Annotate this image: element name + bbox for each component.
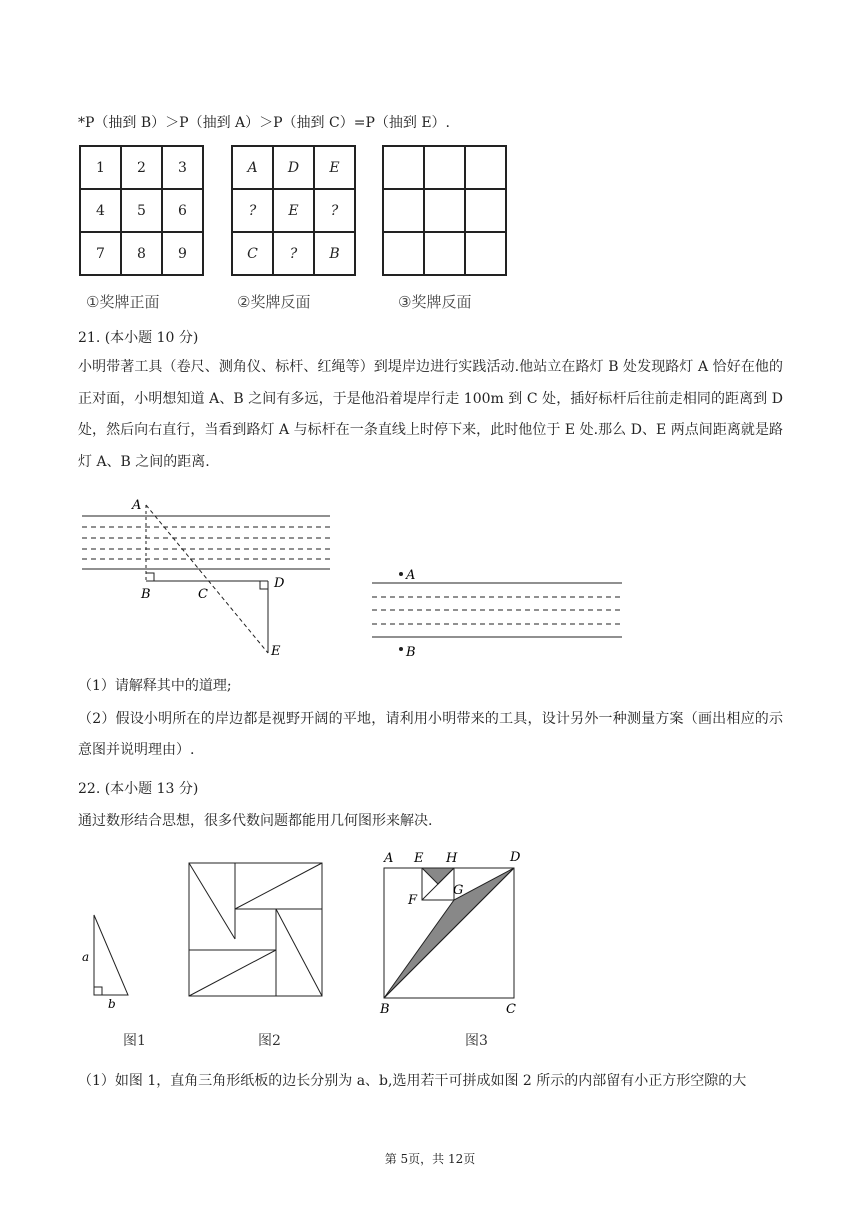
grid-cell: 5 [121,189,162,232]
right-triangle-figure [78,910,138,1010]
grid-cell: E [273,189,314,232]
fig3-label-D: D [510,850,521,865]
grid-cell [383,189,424,232]
grid-cell [424,146,465,189]
page-footer: 第 5页，共 12页 [384,1152,476,1166]
q22-heading: 22. (本小题 13 分) [78,781,199,797]
q22-intro: 通过数形结合思想，很多代数问题都能用几何图形来解决. [78,813,433,829]
pinwheel-square-figure [188,862,324,998]
grid-cell: B [314,232,355,275]
medal-back-grid [231,145,356,276]
fig2-caption: 图2 [258,1033,281,1049]
grid-cell [465,189,506,232]
label-E: E [271,644,281,659]
grid-cell: ? [314,189,355,232]
probability-line: *P（抽到 B）＞P（抽到 A）＞P（抽到 C）=P（抽到 E）. [78,115,450,131]
fig3-label-A: A [384,851,394,866]
q21-heading: 21. (本小题 10 分) [78,330,199,346]
fig1-caption: 图1 [123,1033,146,1049]
label-B: B [141,587,151,602]
grid-cell [424,189,465,232]
shaded-square-figure [376,848,526,1018]
side-a-label: a [82,950,90,964]
fig3-label-H: H [446,851,458,866]
lamp-B-label: B [406,645,416,660]
grid-cell [383,232,424,275]
medal-back-blank-grid [382,145,507,276]
label-D: D [274,576,285,591]
fig3-label-E: E [414,851,424,866]
grid-cell: C [232,232,273,275]
medal-front-grid [79,145,204,276]
river-lamps-figure [370,562,630,662]
grid-cell: 9 [162,232,203,275]
fig3-label-F: F [408,893,418,908]
grid-cell: 7 [80,232,121,275]
river-measure-figure [78,495,348,665]
grid-cell: A [232,146,273,189]
grid-cell: ? [273,232,314,275]
grid-caption-2: ②奖牌反面 [237,293,311,311]
grid-caption-1: ①奖牌正面 [86,293,160,311]
grid-cell [465,232,506,275]
label-C: C [198,587,208,602]
lamp-A-label: A [406,568,416,583]
fig3-label-G: G [453,883,464,898]
grid-cell: 3 [162,146,203,189]
grid-cell [465,146,506,189]
grid-cell: 4 [80,189,121,232]
q21-text: 小明带著工具（卷尺、测角仪、标杆、红绳等）到堤岸边进行实践活动.他站立在路灯 B 处发现路灯 A 恰好在他的正对面，小明想知道 A、B 之间有多远，于是他沿着堤岸行走 100m 到 C 处，插好标杆后往前走相同的距离到 D 处，然后向右直行，当看到路灯 A 与标杆在一条直线上时停下来，此时他位于 E 处.那么 D、E 两点间距离就是路灯 A、B 之间的距离. [78,359,783,470]
grid-cell: 6 [162,189,203,232]
fig3-label-C: C [506,1002,516,1017]
fig3-caption: 图3 [465,1033,488,1049]
q21-part1: （1）请解释其中的道理; [78,678,232,694]
grid-caption-3: ③奖牌反面 [398,293,472,311]
grid-cell: 1 [80,146,121,189]
label-A: A [132,498,142,513]
grid-cell: 2 [121,146,162,189]
side-b-label: b [108,997,116,1010]
grid-cell [424,232,465,275]
grid-cell [383,146,424,189]
grid-cell: D [273,146,314,189]
fig3-label-B: B [380,1002,390,1017]
grid-cell: ? [232,189,273,232]
q21-part2: （2）假设小明所在的岸边都是视野开阔的平地，请利用小明带来的工具，设计另外一种测量方案（画出相应的示意图并说明理由）. [78,711,783,758]
grid-cell: 8 [121,232,162,275]
q22-part1: （1）如图 1，直角三角形纸板的边长分别为 a、b,选用若干可拼成如图 2 所示的内部留有小正方形空隙的大 [78,1073,747,1089]
grid-cell: E [314,146,355,189]
